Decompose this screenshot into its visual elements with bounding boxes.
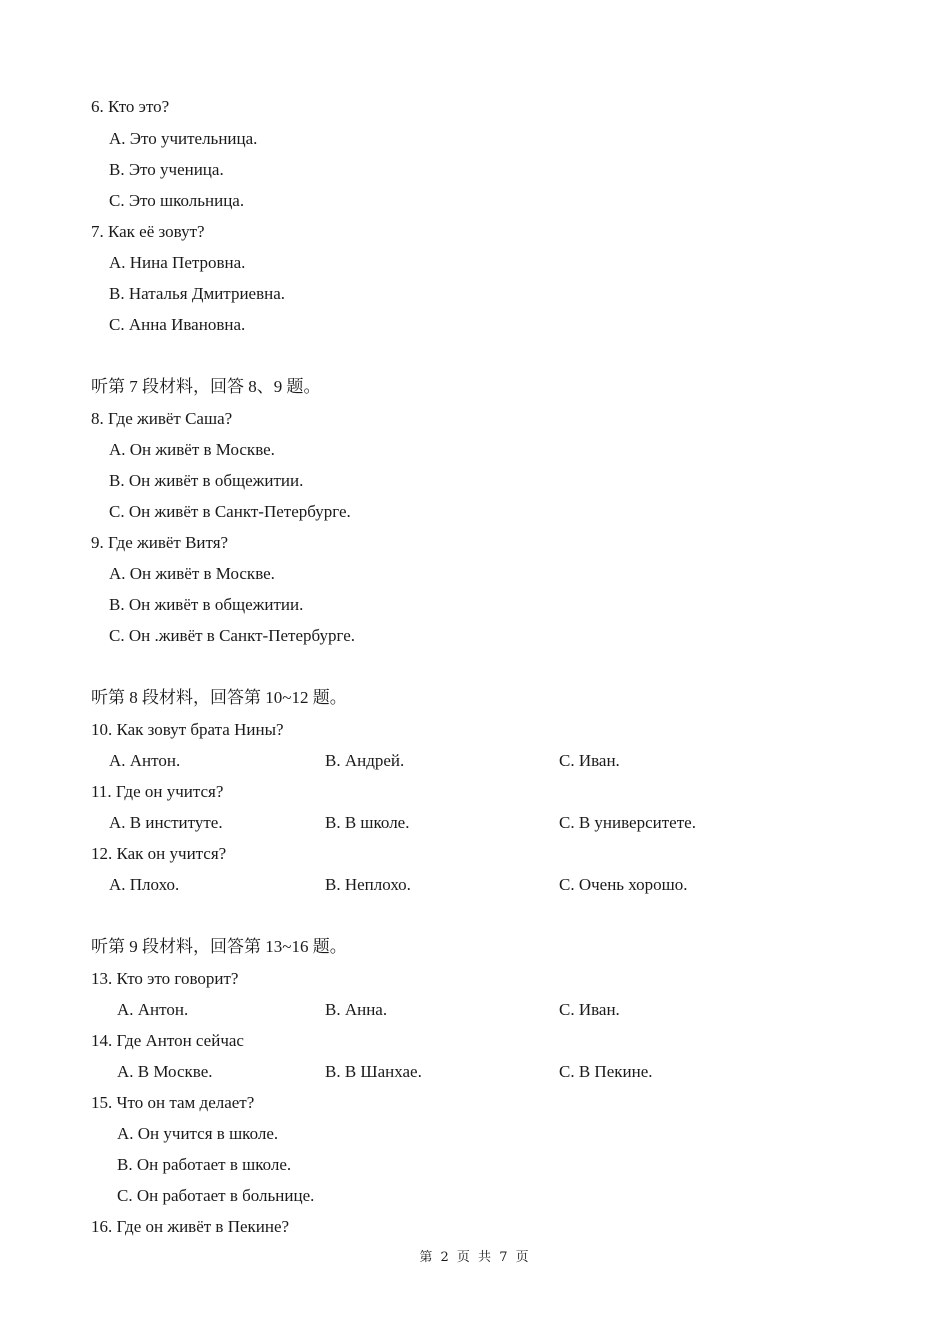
option-line: A. Он учится в школе. — [117, 1124, 279, 1143]
option-b: B. В Шанхае. — [325, 1062, 422, 1081]
option-line: C. Анна Ивановна. — [109, 315, 246, 334]
option-line: B. Он живёт в общежитии. — [109, 595, 304, 614]
question-line: 9. Где живёт Витя? — [91, 533, 229, 552]
option-a: A. Антон. — [109, 751, 181, 770]
option-a: A. Антон. — [117, 1000, 189, 1019]
option-c: C. Иван. — [559, 751, 620, 770]
option-line: A. Это учительница. — [109, 129, 258, 148]
question-line: 11. Где он учится? — [91, 782, 224, 801]
option-line: C. Он работает в больнице. — [117, 1186, 315, 1205]
question-line: 10. Как зовут брата Нины? — [91, 720, 284, 739]
option-a: A. В институте. — [109, 813, 223, 832]
option-line: B. Это ученица. — [109, 160, 224, 179]
question-line: 听第 8 段材料，回答第 10~12 题。 — [91, 688, 347, 707]
option-c: C. В Пекине. — [559, 1062, 653, 1081]
option-line: C. Он живёт в Санкт-Петербурге. — [109, 502, 351, 521]
option-b: B. Андрей. — [325, 751, 405, 770]
option-line: C. Это школьница. — [109, 191, 245, 210]
question-line: 12. Как он учится? — [91, 844, 227, 863]
option-a: A. Плохо. — [109, 875, 180, 894]
option-line: B. Он работает в школе. — [117, 1155, 292, 1174]
question-line: 13. Кто это говорит? — [91, 969, 239, 988]
question-line: 听第 7 段材料，回答 8、9 题。 — [91, 377, 321, 396]
option-b: B. Анна. — [325, 1000, 388, 1019]
option-b: B. В школе. — [325, 813, 410, 832]
option-line: A. Он живёт в Москве. — [109, 564, 275, 583]
option-c: C. В университете. — [559, 813, 696, 832]
question-line: 15. Что он там делает? — [91, 1093, 255, 1112]
question-line: 6. Кто это? — [91, 97, 170, 116]
question-line: 7. Как её зовут? — [91, 222, 205, 241]
page-footer: 第 2 页 共 7 页 — [419, 1250, 531, 1265]
option-c: C. Иван. — [559, 1000, 620, 1019]
question-line: 8. Где живёт Саша? — [91, 409, 233, 428]
question-line: 16. Где он живёт в Пекине? — [91, 1217, 290, 1236]
question-line: 14. Где Антон сейчас — [91, 1031, 244, 1050]
option-b: B. Неплохо. — [325, 875, 411, 894]
option-c: C. Очень хорошо. — [559, 875, 688, 894]
option-line: B. Он живёт в общежитии. — [109, 471, 304, 490]
option-line: A. Он живёт в Москве. — [109, 440, 275, 459]
option-line: B. Наталья Дмитриевна. — [109, 284, 286, 303]
option-line: C. Он .живёт в Санкт-Петербурге. — [109, 626, 356, 645]
option-a: A. В Москве. — [117, 1062, 213, 1081]
option-line: A. Нина Петровна. — [109, 253, 246, 272]
question-line: 听第 9 段材料，回答第 13~16 题。 — [91, 937, 347, 956]
